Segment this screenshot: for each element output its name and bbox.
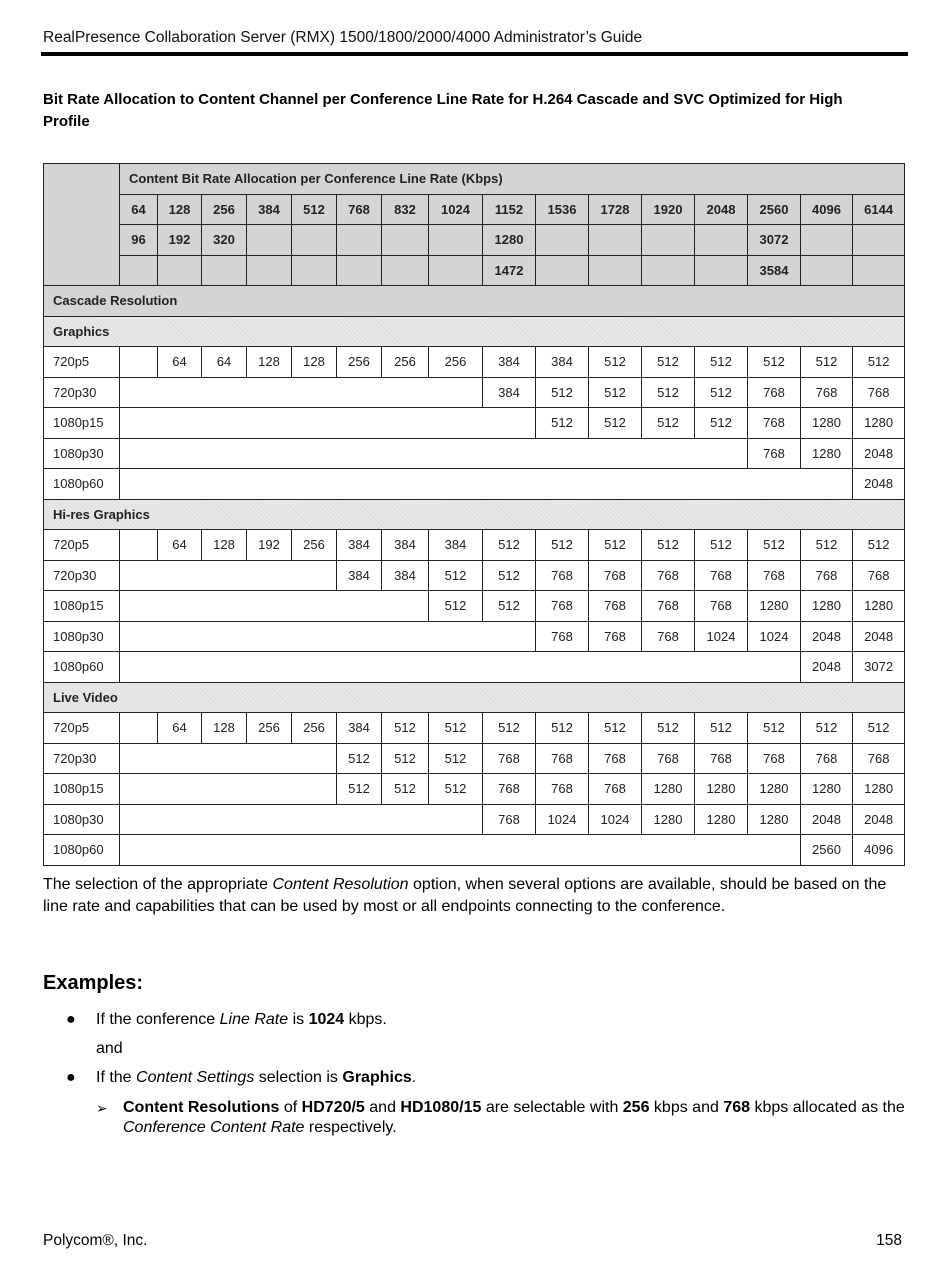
bold-graphics: Graphics bbox=[342, 1069, 412, 1086]
text: kbps and bbox=[649, 1099, 724, 1116]
line-rate-header-cell bbox=[642, 225, 695, 256]
content-resolutions-sub-bullet bbox=[123, 1098, 905, 1138]
bold-256: 256 bbox=[622, 1099, 650, 1116]
bitrate-cell: 768 bbox=[589, 560, 642, 591]
table-row bbox=[44, 377, 905, 408]
bitrate-cell: 1024 bbox=[589, 804, 642, 835]
bitrate-cell: 512 bbox=[589, 713, 642, 744]
bitrate-cell: 512 bbox=[536, 408, 589, 439]
bitrate-cell: 256 bbox=[429, 347, 483, 378]
resolution-label: 720p30 bbox=[44, 743, 120, 774]
bitrate-cell: 384 bbox=[429, 530, 483, 561]
bitrate-cell: 1280 bbox=[642, 774, 695, 805]
bitrate-cell: 768 bbox=[642, 560, 695, 591]
bitrate-cell: 512 bbox=[801, 530, 853, 561]
blank-span-cell bbox=[120, 621, 536, 652]
bitrate-cell: 1280 bbox=[695, 774, 748, 805]
line-rate-header-row bbox=[44, 255, 905, 286]
line-rate-header-cell: 320 bbox=[202, 225, 247, 256]
line-rate-header-row bbox=[44, 225, 905, 256]
line-rate-header-cell: 6144 bbox=[853, 194, 905, 225]
running-header-title: RealPresence Collaboration Server (RMX) 1500/1800/2000/4000 Administrator’s Guide bbox=[43, 29, 643, 46]
bitrate-cell: 768 bbox=[748, 560, 801, 591]
bitrate-cell: 768 bbox=[642, 743, 695, 774]
bitrate-cell: 768 bbox=[748, 408, 801, 439]
content-resolution-paragraph bbox=[43, 874, 905, 918]
line-rate-header-cell: 512 bbox=[292, 194, 337, 225]
group-label: Live Video bbox=[44, 682, 905, 713]
bitrate-cell: 512 bbox=[748, 713, 801, 744]
footer-page-number: 158 bbox=[876, 1232, 902, 1249]
bitrate-cell: 1280 bbox=[853, 408, 905, 439]
table-row bbox=[44, 621, 905, 652]
bitrate-cell: 512 bbox=[536, 713, 589, 744]
examples-heading: Examples: bbox=[43, 972, 144, 994]
bitrate-cell: 3072 bbox=[853, 652, 905, 683]
bitrate-cell: 768 bbox=[853, 377, 905, 408]
bitrate-cell: 512 bbox=[382, 713, 429, 744]
bitrate-cell: 512 bbox=[429, 743, 483, 774]
bitrate-cell: 1280 bbox=[695, 804, 748, 835]
bitrate-cell: 2048 bbox=[801, 621, 853, 652]
bullet-icon: ● bbox=[66, 1011, 76, 1028]
bitrate-cell: 768 bbox=[589, 774, 642, 805]
table-row bbox=[44, 408, 905, 439]
table-row bbox=[44, 743, 905, 774]
bitrate-cell: 64 bbox=[158, 713, 202, 744]
bitrate-cell: 768 bbox=[801, 560, 853, 591]
table-row bbox=[44, 560, 905, 591]
bitrate-cell: 512 bbox=[748, 530, 801, 561]
bitrate-cell: 768 bbox=[642, 591, 695, 622]
bitrate-cell: 512 bbox=[695, 713, 748, 744]
bitrate-cell: 64 bbox=[158, 530, 202, 561]
bitrate-cell: 512 bbox=[642, 408, 695, 439]
text: of bbox=[279, 1099, 302, 1116]
line-rate-header-cell bbox=[247, 225, 292, 256]
group-header-row bbox=[44, 682, 905, 713]
bitrate-cell: 512 bbox=[695, 408, 748, 439]
bitrate-cell: 2048 bbox=[853, 621, 905, 652]
bitrate-cell: 512 bbox=[483, 713, 536, 744]
bitrate-cell: 256 bbox=[337, 347, 382, 378]
bitrate-cell: 512 bbox=[801, 347, 853, 378]
line-rate-header-cell bbox=[642, 255, 695, 286]
line-rate-header-row bbox=[44, 194, 905, 225]
bitrate-cell: 1280 bbox=[801, 408, 853, 439]
bitrate-cell: 512 bbox=[589, 530, 642, 561]
line-rate-header-cell bbox=[382, 225, 429, 256]
bitrate-cell: 768 bbox=[748, 743, 801, 774]
footer-company: Polycom®, Inc. bbox=[43, 1232, 148, 1249]
bitrate-cell: 128 bbox=[202, 530, 247, 561]
bitrate-cell: 512 bbox=[337, 743, 382, 774]
text: . bbox=[411, 1069, 417, 1086]
line-rate-header-cell bbox=[120, 255, 158, 286]
bitrate-cell: 128 bbox=[292, 347, 337, 378]
italic-conference-content-rate: Conference Content Rate bbox=[123, 1119, 305, 1136]
bitrate-cell: 512 bbox=[337, 774, 382, 805]
resolution-label: 720p30 bbox=[44, 560, 120, 591]
bitrate-cell: 512 bbox=[589, 377, 642, 408]
bitrate-cell: 384 bbox=[483, 347, 536, 378]
bitrate-cell: 1280 bbox=[748, 804, 801, 835]
bitrate-cell: 512 bbox=[695, 377, 748, 408]
table-header-title-row bbox=[44, 164, 905, 195]
bitrate-cell: 256 bbox=[247, 713, 292, 744]
bitrate-cell: 256 bbox=[292, 530, 337, 561]
bitrate-cell: 4096 bbox=[853, 835, 905, 866]
text: respectively. bbox=[304, 1119, 397, 1136]
blank-span-cell bbox=[120, 835, 801, 866]
bitrate-cell: 512 bbox=[429, 774, 483, 805]
bitrate-cell: 1280 bbox=[642, 804, 695, 835]
bitrate-cell: 512 bbox=[589, 347, 642, 378]
bitrate-cell: 512 bbox=[382, 743, 429, 774]
line-rate-header-cell: 1152 bbox=[483, 194, 536, 225]
resolution-label: 1080p30 bbox=[44, 438, 120, 469]
blank-span-cell bbox=[120, 591, 429, 622]
table-row bbox=[44, 591, 905, 622]
bitrate-cell: 768 bbox=[536, 560, 589, 591]
line-rate-header-cell: 2048 bbox=[695, 194, 748, 225]
line-rate-header-cell: 96 bbox=[120, 225, 158, 256]
bitrate-cell: 512 bbox=[429, 713, 483, 744]
resolution-label: 1080p15 bbox=[44, 774, 120, 805]
line-rate-header-cell bbox=[247, 255, 292, 286]
line-rate-header-cell bbox=[158, 255, 202, 286]
bitrate-cell: 384 bbox=[483, 377, 536, 408]
text: is bbox=[288, 1011, 309, 1028]
line-rate-header-cell bbox=[382, 255, 429, 286]
bitrate-cell: 512 bbox=[483, 530, 536, 561]
resolution-label: 1080p30 bbox=[44, 621, 120, 652]
bitrate-cell: 768 bbox=[801, 377, 853, 408]
resolution-label: 1080p60 bbox=[44, 835, 120, 866]
line-rate-header-cell bbox=[429, 225, 483, 256]
text: and bbox=[364, 1099, 401, 1116]
bitrate-cell: 2560 bbox=[801, 835, 853, 866]
bitrate-cell: 1280 bbox=[853, 591, 905, 622]
bitrate-cell: 512 bbox=[483, 591, 536, 622]
line-rate-header-cell: 1024 bbox=[429, 194, 483, 225]
para-text: The selection of the appropriate bbox=[43, 876, 273, 893]
line-rate-header-cell bbox=[536, 255, 589, 286]
bitrate-cell: 512 bbox=[642, 713, 695, 744]
bitrate-allocation-table bbox=[43, 163, 905, 866]
line-rate-header-cell bbox=[589, 225, 642, 256]
line-rate-header-cell bbox=[292, 255, 337, 286]
bitrate-cell: 512 bbox=[853, 713, 905, 744]
line-rate-header-cell: 64 bbox=[120, 194, 158, 225]
bitrate-cell: 1280 bbox=[748, 774, 801, 805]
bold-hd720-5: HD720/5 bbox=[301, 1099, 365, 1116]
para-italic-content-resolution: Content Resolution bbox=[272, 876, 409, 893]
bitrate-cell: 384 bbox=[536, 347, 589, 378]
bold-1024: 1024 bbox=[308, 1011, 345, 1028]
resolution-label: 720p30 bbox=[44, 377, 120, 408]
table-row bbox=[44, 835, 905, 866]
bitrate-cell: 1280 bbox=[853, 774, 905, 805]
bitrate-cell: 768 bbox=[748, 377, 801, 408]
line-rate-header-cell: 2560 bbox=[748, 194, 801, 225]
bitrate-cell: 384 bbox=[382, 530, 429, 561]
text: If the bbox=[96, 1069, 137, 1086]
resolution-label: 1080p60 bbox=[44, 652, 120, 683]
and-text: and bbox=[96, 1040, 123, 1057]
line-rate-header-cell bbox=[536, 225, 589, 256]
line-rate-header-cell bbox=[853, 225, 905, 256]
bitrate-cell bbox=[120, 530, 158, 561]
line-rate-header-cell: 3584 bbox=[748, 255, 801, 286]
table-row bbox=[44, 713, 905, 744]
example-bullet-line-rate bbox=[96, 1010, 387, 1030]
text: kbps. bbox=[344, 1011, 387, 1028]
italic-content-settings: Content Settings bbox=[136, 1069, 255, 1086]
blank-span-cell bbox=[120, 774, 337, 805]
line-rate-header-cell bbox=[429, 255, 483, 286]
blank-span-cell bbox=[120, 743, 337, 774]
bitrate-cell: 2048 bbox=[801, 804, 853, 835]
text: If the conference bbox=[96, 1011, 220, 1028]
table-body bbox=[44, 164, 905, 866]
bitrate-cell: 768 bbox=[853, 560, 905, 591]
table-row bbox=[44, 438, 905, 469]
line-rate-header-cell bbox=[853, 255, 905, 286]
bitrate-cell: 768 bbox=[483, 743, 536, 774]
line-rate-header-cell: 1472 bbox=[483, 255, 536, 286]
bitrate-cell: 768 bbox=[536, 743, 589, 774]
group-label: Graphics bbox=[44, 316, 905, 347]
table-row bbox=[44, 469, 905, 500]
bitrate-cell: 768 bbox=[589, 621, 642, 652]
bitrate-cell: 768 bbox=[536, 591, 589, 622]
bitrate-cell: 384 bbox=[337, 560, 382, 591]
line-rate-header-cell bbox=[695, 255, 748, 286]
bitrate-cell: 1280 bbox=[801, 774, 853, 805]
resolution-label: 720p5 bbox=[44, 347, 120, 378]
table-header-title: Content Bit Rate Allocation per Conference Line Rate (Kbps) bbox=[120, 164, 905, 195]
line-rate-header-cell bbox=[589, 255, 642, 286]
line-rate-header-cell: 1280 bbox=[483, 225, 536, 256]
bitrate-cell: 2048 bbox=[853, 469, 905, 500]
resolution-label: 1080p15 bbox=[44, 591, 120, 622]
blank-span-cell bbox=[120, 560, 337, 591]
para-text: option, when several options are available, should be based on the line rate and capabilities that can be used by most or all endpoints connecting to the conference. bbox=[43, 876, 887, 915]
bitrate-cell: 512 bbox=[853, 530, 905, 561]
resolution-label: 1080p30 bbox=[44, 804, 120, 835]
bitrate-cell: 768 bbox=[695, 591, 748, 622]
bitrate-cell: 192 bbox=[247, 530, 292, 561]
bitrate-cell: 512 bbox=[382, 774, 429, 805]
line-rate-header-cell: 832 bbox=[382, 194, 429, 225]
blank-span-cell bbox=[120, 469, 853, 500]
blank-span-cell bbox=[120, 408, 536, 439]
bitrate-cell: 512 bbox=[642, 530, 695, 561]
line-rate-header-cell: 4096 bbox=[801, 194, 853, 225]
resolution-label: 720p5 bbox=[44, 530, 120, 561]
bitrate-cell: 512 bbox=[642, 377, 695, 408]
group-header-row bbox=[44, 316, 905, 347]
blank-span-cell bbox=[120, 804, 483, 835]
bitrate-cell: 384 bbox=[382, 560, 429, 591]
bold-hd1080-15: HD1080/15 bbox=[400, 1099, 482, 1116]
bitrate-cell: 64 bbox=[202, 347, 247, 378]
line-rate-header-cell bbox=[202, 255, 247, 286]
line-rate-header-cell: 1728 bbox=[589, 194, 642, 225]
arrow-bullet-icon: ➢ bbox=[96, 1100, 108, 1116]
bold-768: 768 bbox=[723, 1099, 751, 1116]
section-row bbox=[44, 286, 905, 317]
line-rate-header-cell bbox=[292, 225, 337, 256]
bitrate-cell: 256 bbox=[292, 713, 337, 744]
bitrate-cell: 2048 bbox=[853, 804, 905, 835]
section-label: Cascade Resolution bbox=[44, 286, 905, 317]
bitrate-cell: 384 bbox=[337, 530, 382, 561]
bitrate-cell: 64 bbox=[158, 347, 202, 378]
line-rate-header-cell: 1920 bbox=[642, 194, 695, 225]
bullet-icon: ● bbox=[66, 1069, 76, 1086]
bitrate-cell: 768 bbox=[748, 438, 801, 469]
text: selection is bbox=[254, 1069, 343, 1086]
table-corner-cell bbox=[44, 164, 120, 286]
line-rate-header-cell bbox=[801, 255, 853, 286]
line-rate-header-cell: 384 bbox=[247, 194, 292, 225]
bitrate-cell: 1024 bbox=[695, 621, 748, 652]
bitrate-cell: 1280 bbox=[801, 438, 853, 469]
example-bullet-content-settings bbox=[96, 1068, 416, 1088]
bitrate-cell: 128 bbox=[202, 713, 247, 744]
bitrate-cell: 768 bbox=[536, 621, 589, 652]
line-rate-header-cell bbox=[337, 225, 382, 256]
bitrate-cell: 512 bbox=[589, 408, 642, 439]
bitrate-cell: 128 bbox=[247, 347, 292, 378]
bitrate-cell: 768 bbox=[483, 804, 536, 835]
table-row bbox=[44, 530, 905, 561]
blank-span-cell bbox=[120, 652, 801, 683]
line-rate-header-cell: 768 bbox=[337, 194, 382, 225]
bitrate-cell bbox=[120, 347, 158, 378]
line-rate-header-cell bbox=[801, 225, 853, 256]
bitrate-cell: 512 bbox=[536, 377, 589, 408]
bitrate-cell: 1280 bbox=[748, 591, 801, 622]
resolution-label: 1080p60 bbox=[44, 469, 120, 500]
bold-content-resolutions: Content Resolutions bbox=[123, 1099, 280, 1116]
italic-line-rate: Line Rate bbox=[219, 1011, 289, 1028]
bitrate-cell: 768 bbox=[642, 621, 695, 652]
line-rate-header-cell bbox=[695, 225, 748, 256]
bitrate-cell: 1024 bbox=[536, 804, 589, 835]
bitrate-cell: 768 bbox=[536, 774, 589, 805]
bitrate-cell: 512 bbox=[429, 560, 483, 591]
bitrate-cell: 512 bbox=[695, 347, 748, 378]
bitrate-cell: 768 bbox=[589, 591, 642, 622]
blank-span-cell bbox=[120, 438, 748, 469]
resolution-label: 720p5 bbox=[44, 713, 120, 744]
bitrate-cell: 1024 bbox=[748, 621, 801, 652]
bitrate-cell: 512 bbox=[429, 591, 483, 622]
line-rate-header-cell: 128 bbox=[158, 194, 202, 225]
bitrate-cell bbox=[120, 713, 158, 744]
bitrate-cell: 768 bbox=[483, 774, 536, 805]
group-header-row bbox=[44, 499, 905, 530]
table-row bbox=[44, 652, 905, 683]
table-row bbox=[44, 774, 905, 805]
bitrate-cell: 768 bbox=[695, 560, 748, 591]
table-row bbox=[44, 347, 905, 378]
bitrate-cell: 2048 bbox=[801, 652, 853, 683]
header-rule bbox=[41, 52, 908, 56]
table-row bbox=[44, 804, 905, 835]
bitrate-cell: 768 bbox=[801, 743, 853, 774]
bitrate-cell: 768 bbox=[853, 743, 905, 774]
line-rate-header-cell: 256 bbox=[202, 194, 247, 225]
bitrate-cell: 2048 bbox=[853, 438, 905, 469]
bitrate-cell: 512 bbox=[483, 560, 536, 591]
bitrate-cell: 512 bbox=[536, 530, 589, 561]
line-rate-header-cell: 1536 bbox=[536, 194, 589, 225]
bitrate-cell: 512 bbox=[801, 713, 853, 744]
bitrate-cell: 512 bbox=[748, 347, 801, 378]
blank-span-cell bbox=[120, 377, 483, 408]
bitrate-cell: 512 bbox=[695, 530, 748, 561]
bitrate-cell: 768 bbox=[695, 743, 748, 774]
bitrate-cell: 512 bbox=[853, 347, 905, 378]
table-caption: Bit Rate Allocation to Content Channel per Conference Line Rate for H.264 Cascade and SVC Optimized for High Profile bbox=[43, 91, 843, 130]
line-rate-header-cell bbox=[337, 255, 382, 286]
bitrate-cell: 1280 bbox=[801, 591, 853, 622]
group-label: Hi-res Graphics bbox=[44, 499, 905, 530]
bitrate-cell: 512 bbox=[642, 347, 695, 378]
text: kbps allocated as the bbox=[750, 1099, 905, 1116]
line-rate-header-cell: 192 bbox=[158, 225, 202, 256]
resolution-label: 1080p15 bbox=[44, 408, 120, 439]
bitrate-cell: 768 bbox=[589, 743, 642, 774]
text: are selectable with bbox=[481, 1099, 623, 1116]
bitrate-cell: 256 bbox=[382, 347, 429, 378]
bitrate-cell: 384 bbox=[337, 713, 382, 744]
line-rate-header-cell: 3072 bbox=[748, 225, 801, 256]
